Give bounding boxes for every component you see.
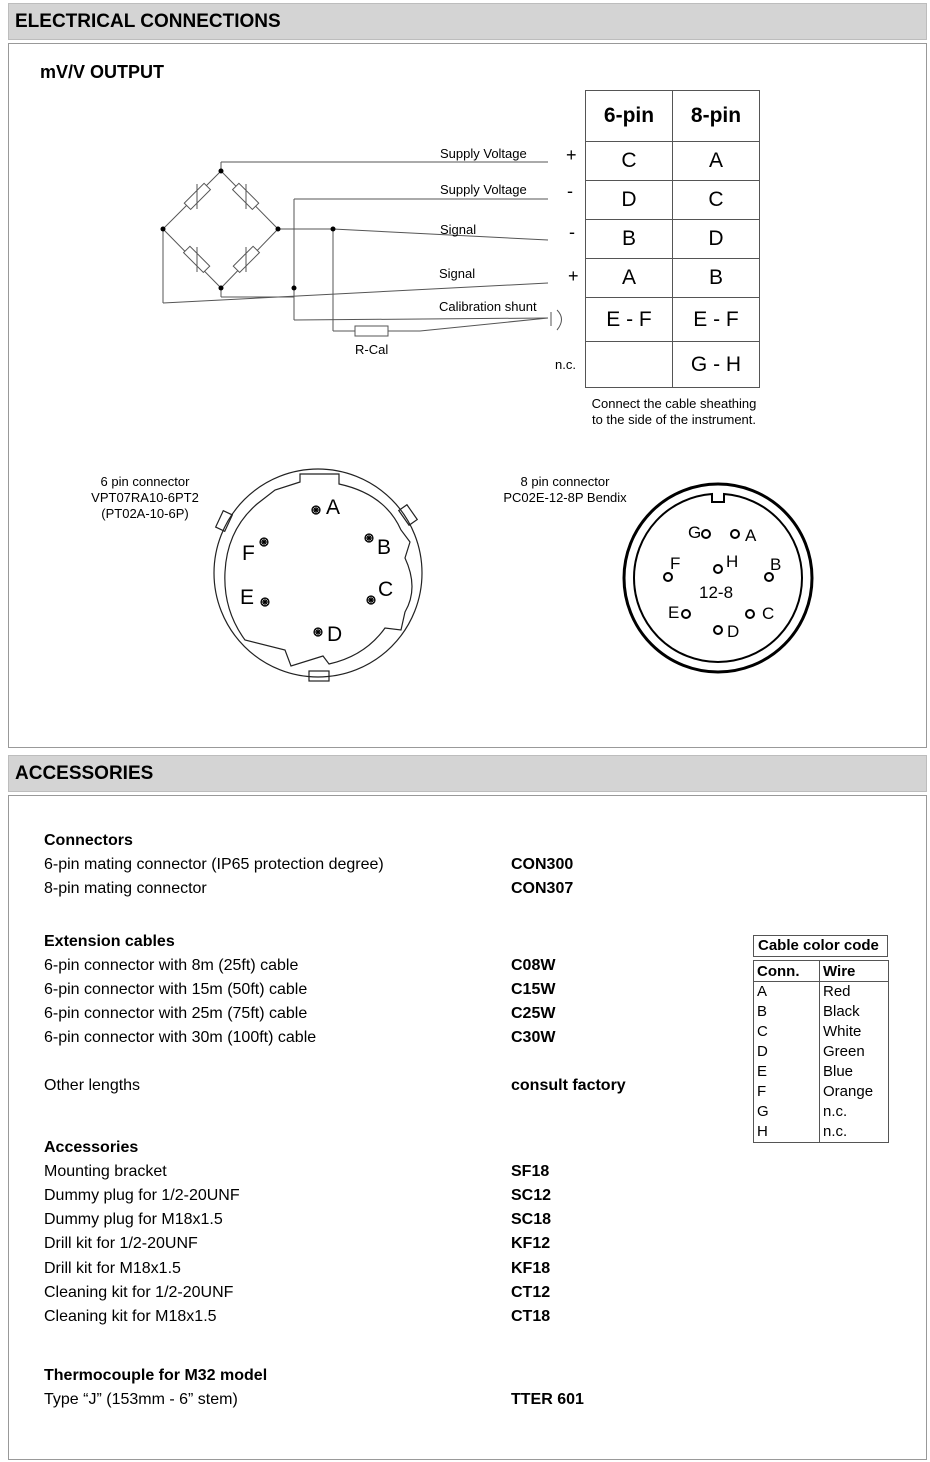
- item-code: SC12: [511, 1187, 552, 1204]
- cell: Red: [823, 983, 851, 1000]
- cell: Black: [823, 1003, 860, 1020]
- list-item: Other lengths: [44, 1077, 141, 1094]
- item-code: consult factory: [511, 1077, 626, 1094]
- list-item: Drill kit for 1/2-20UNF: [44, 1235, 198, 1252]
- cell: F: [754, 1082, 820, 1102]
- connector8-caption: [490, 474, 640, 506]
- cell: B: [673, 259, 760, 298]
- list-item: Cleaning kit for M18x1.5: [44, 1308, 217, 1325]
- table-row: [754, 1002, 889, 1022]
- pin-label: H: [726, 552, 739, 571]
- table-row: [754, 982, 889, 1003]
- cell: C: [586, 142, 673, 181]
- cell: D: [673, 220, 760, 259]
- cell: White: [823, 1023, 862, 1040]
- list-item: Dummy plug for M18x1.5: [44, 1211, 223, 1228]
- polarity-minus: -: [567, 181, 573, 201]
- list-item: 6-pin mating connector (IP65 protection degree): [44, 856, 384, 873]
- label-signal-plus: Signal: [439, 266, 476, 281]
- table-row: [586, 342, 760, 388]
- item-code: C08W: [511, 957, 556, 974]
- label-nc: n.c.: [555, 357, 576, 372]
- cell: B: [586, 220, 673, 259]
- polarity-plus: +: [566, 145, 577, 165]
- cell: E - F: [586, 298, 673, 342]
- pin-table: [585, 90, 760, 388]
- section-header-accessories: [8, 755, 927, 792]
- table-row: [754, 1122, 889, 1143]
- note-line: Connect the cable sheathing: [591, 396, 757, 411]
- cell: A: [673, 142, 760, 181]
- list-item: 6-pin connector with 25m (75ft) cable: [44, 1005, 308, 1022]
- list-item: Cleaning kit for 1/2-20UNF: [44, 1284, 234, 1301]
- caption-line: 8 pin connector: [520, 474, 610, 489]
- cell: D: [586, 181, 673, 220]
- pin-label: F: [242, 542, 255, 565]
- header-conn: Conn.: [754, 961, 820, 982]
- item-code: CON307: [511, 880, 574, 897]
- connector8-center-label: 12-8: [699, 583, 734, 602]
- pin-label: C: [378, 578, 394, 601]
- polarity-minus: -: [569, 222, 575, 242]
- section-title: ACCESSORIES: [15, 763, 154, 784]
- section-title: ELECTRICAL CONNECTIONS: [15, 11, 281, 32]
- pin-label: A: [745, 526, 757, 545]
- caption-line: VPT07RA10-6PT2: [91, 490, 199, 505]
- list-item: 6-pin connector with 15m (50ft) cable: [44, 981, 308, 998]
- cell: H: [754, 1122, 820, 1143]
- table-row: [754, 1062, 889, 1082]
- accessories-heading: Accessories: [44, 1139, 139, 1156]
- table-row: [586, 220, 760, 259]
- item-code: SF18: [511, 1163, 550, 1180]
- item-code: CT12: [511, 1284, 551, 1301]
- table-row: [754, 1102, 889, 1122]
- label-supply-minus: Supply Voltage: [440, 182, 527, 197]
- thermocouple-heading: Thermocouple for M32 model: [44, 1367, 268, 1384]
- label-supply-plus: Supply Voltage: [440, 146, 527, 161]
- cell: [586, 342, 673, 388]
- cell: A: [586, 259, 673, 298]
- table-row: [586, 298, 760, 342]
- list-item: Drill kit for M18x1.5: [44, 1260, 181, 1277]
- cell: E: [754, 1062, 820, 1082]
- caption-line: 6 pin connector: [100, 474, 190, 489]
- cell: C: [754, 1022, 820, 1042]
- note-line: to the side of the instrument.: [591, 412, 757, 427]
- pin-label: G: [688, 523, 702, 542]
- cell: n.c.: [823, 1123, 848, 1140]
- cell: D: [754, 1042, 820, 1062]
- cables-heading: Extension cables: [44, 933, 175, 950]
- item-code: SC18: [511, 1211, 552, 1228]
- connector8-drawing: [620, 480, 820, 680]
- pin-label: D: [727, 622, 740, 641]
- item-code: TTER 601: [511, 1391, 584, 1408]
- cable-color-title: Cable color code: [753, 935, 888, 957]
- cell: C: [673, 181, 760, 220]
- cable-color-table: [753, 960, 889, 1143]
- caption-line: (PT02A-10-6P): [101, 506, 189, 521]
- connectors-heading: Connectors: [44, 832, 133, 849]
- header-wire: Wire: [820, 961, 889, 982]
- pin-label: B: [770, 555, 782, 574]
- list-item: 8-pin mating connector: [44, 880, 207, 897]
- polarity-plus: +: [568, 266, 579, 286]
- caption-line: PC02E-12-8P Bendix: [503, 490, 627, 505]
- pin-label: F: [670, 554, 681, 573]
- table-row: [754, 1022, 889, 1042]
- item-code: C30W: [511, 1029, 556, 1046]
- header-8pin: 8-pin: [673, 91, 760, 142]
- cell: Blue: [823, 1063, 854, 1080]
- pin-label: C: [762, 604, 775, 623]
- cell: A: [754, 982, 820, 1003]
- table-row: [754, 1042, 889, 1062]
- connector6-drawing: [205, 460, 435, 690]
- sheathing-note: [585, 396, 763, 428]
- label-calibration-shunt: Calibration shunt: [439, 299, 537, 314]
- cell: Orange: [823, 1083, 874, 1100]
- cell: Green: [823, 1043, 865, 1060]
- cell: E - F: [673, 298, 760, 342]
- pin-label: E: [668, 603, 680, 622]
- label-rcal: R-Cal: [355, 342, 389, 357]
- label-signal-minus: Signal: [440, 222, 477, 237]
- item-code: KF12: [511, 1235, 551, 1252]
- list-item: 6-pin connector with 30m (100ft) cable: [44, 1029, 317, 1046]
- item-code: CON300: [511, 856, 574, 873]
- table-row: [586, 181, 760, 220]
- item-code: C25W: [511, 1005, 556, 1022]
- table-header: [754, 961, 889, 982]
- table-row: [586, 142, 760, 181]
- cell: B: [754, 1002, 820, 1022]
- item-code: CT18: [511, 1308, 551, 1325]
- cell: n.c.: [823, 1103, 848, 1120]
- connector6-caption: [70, 474, 220, 522]
- table-row: [586, 259, 760, 298]
- pin-table-header: [586, 91, 760, 142]
- header-6pin: 6-pin: [586, 91, 673, 142]
- list-item: Mounting bracket: [44, 1163, 167, 1180]
- output-title: mV/V OUTPUT: [40, 62, 165, 82]
- cell: G: [754, 1102, 820, 1122]
- pin-label: D: [327, 623, 343, 646]
- pin-label: B: [377, 536, 392, 559]
- list-item: Type “J” (153mm - 6” stem): [44, 1391, 238, 1408]
- item-code: C15W: [511, 981, 556, 998]
- item-code: KF18: [511, 1260, 551, 1277]
- pin-label: A: [326, 496, 341, 519]
- table-row: [754, 1082, 889, 1102]
- pin-label: E: [240, 586, 255, 609]
- cell: G - H: [673, 342, 760, 388]
- list-item: 6-pin connector with 8m (25ft) cable: [44, 957, 299, 974]
- list-item: Dummy plug for 1/2-20UNF: [44, 1187, 240, 1204]
